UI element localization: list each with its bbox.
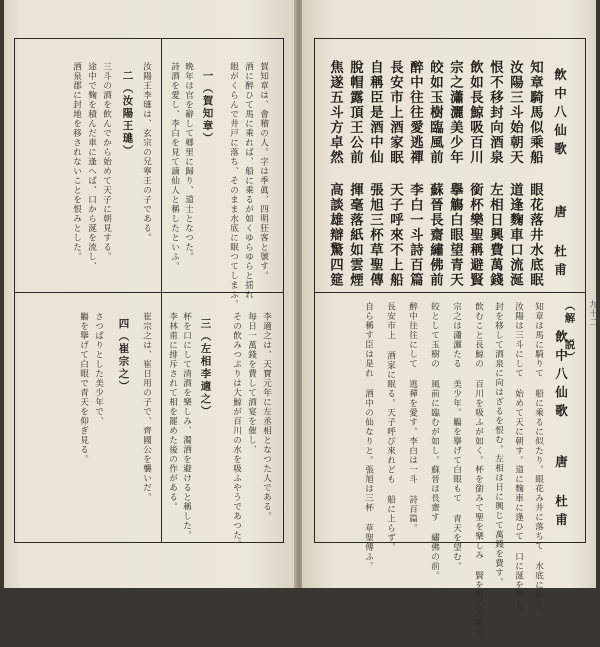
- section-4-note: 崔宗之は、崔日用の子で、齊國公を襲いだ。: [141, 312, 152, 502]
- section-1-note: 晩年は官を辭して郷里に歸り、道士となつた。: [183, 62, 194, 262]
- left-column-divider-bottom: [161, 292, 162, 543]
- left-page: [4, 0, 296, 588]
- section-3-note: その飲みつぷりは大鯨が百川の水を吸ふやうであつた。: [231, 312, 242, 550]
- poem-line: 脫帽露頂王公前 揮毫落紙如雲煙: [347, 60, 364, 288]
- annotation-line: 長安市上 酒家に眠る。天子呼び來れども 船に上らず。: [385, 302, 396, 552]
- annotation-line: 宗之は瀟灑たる 美少年。觴を擧げて白眼もて 青天を望む。: [451, 302, 462, 571]
- section-2-heading: 二（汝陽王璡）: [121, 70, 134, 158]
- section-4-note: 觴を擧げて白眼で青天を仰ぎ見る。: [78, 312, 89, 464]
- poem-line: 恨不移封向酒泉 左相日興費萬錢: [487, 60, 504, 288]
- section-4-heading: 四（崔宗之）: [117, 318, 130, 393]
- poem-line: 知章騎馬似乘船 眼花落井水底眠: [527, 60, 544, 288]
- right-page: [302, 0, 598, 647]
- section-4-note: さつぱりとした美少年で、: [93, 312, 104, 426]
- section-3-note: 杯を口にして清酒を樂しみ、濁酒を避けると稱した。: [181, 312, 192, 540]
- left-column-divider-top: [161, 38, 162, 292]
- section-2-note: 三斗の酒を飲んでから始めて天子に朝見する。: [101, 62, 112, 262]
- section-1-note: 賀知章は、會稽の人。字は季眞、四明狂客と號す。: [258, 62, 269, 281]
- annotation-line: 知章は馬に騎りて 船に乘るに似たり。眼花み井に落ちて 水底に眠る。: [533, 302, 544, 619]
- annotation-line: 封を移して酒泉に向はざるを恨む。左相は日に興じて萬錢を費す。: [493, 302, 504, 587]
- annotation-line: 汝陽は三斗にして 始めて天に朝す。道に麴車に逢ひて 口に涎を流し。: [513, 302, 524, 619]
- poem-line: 長安市上酒家眠 天子呼來不上船: [387, 60, 404, 288]
- annotation-line: 皎として玉樹の 風前に臨むが如し。蘇晉は長齋す 繡佛の前。: [429, 302, 440, 581]
- annotation-line: 自ら稱す臣は是れ 酒中の仙なりと。張旭は三杯 草聖傳ふ。: [363, 302, 374, 571]
- right-section-divider: [314, 292, 586, 293]
- annotation-label: （解 説）: [563, 300, 576, 364]
- section-3-note: 李適之は、天寶元年に左丞相となつた人である。: [261, 312, 272, 521]
- section-2-note: 酒泉郡に封地を移されないことを恨みとした。: [71, 62, 82, 262]
- poem-author: 唐 杜甫: [552, 205, 568, 282]
- section-1-note: 詩酒を愛し、李白を見て謫仙人と稱したといふ。: [169, 62, 180, 271]
- poem-title: 飲中八仙歌: [552, 68, 568, 161]
- poem-line: 皎如玉樹臨風前 蘇晉長齋繡佛前: [427, 60, 444, 288]
- section-2-note: 途中で麴を積んだ車に逢へば、口から涎を流し、: [86, 62, 97, 271]
- section-3-note: 毎日一萬錢を費して酒宴を催し、: [246, 312, 257, 455]
- annotation-line: 醉中往往にして 逃禪を愛す。李白は一斗 詩百篇。: [407, 302, 418, 533]
- poem-line: 焦遂五斗方卓然 高談雄辯驚四筵: [327, 60, 344, 288]
- poem-line: 汝陽三斗始朝天 道逢麴車口流涎: [507, 60, 524, 288]
- reading-author: 唐 杜甫: [553, 455, 569, 532]
- reading-title: 飲中八仙歌: [553, 330, 569, 423]
- section-1-heading: 一（賀知章）: [201, 70, 214, 145]
- section-3-note: 李林甫に排斥されて相を罷めた後の作がある。: [167, 312, 178, 512]
- poem-line: 醉中往往愛逃禪 李白一斗詩百篇: [407, 60, 424, 288]
- annotation-line: 飲むこと長鯨の 百川を吸ふが如く。杯を銜みて聖を樂しみ 賢を避くと稱す。: [473, 302, 484, 647]
- page-number: 九十二: [589, 300, 598, 327]
- poem-line: 飲如長鯨吸百川 銜杯樂聖稱避賢: [467, 60, 484, 288]
- section-2-note: 汝陽王李璡は、玄宗の兄寧王の子である。: [141, 62, 152, 243]
- section-1-note: 酒に醉ひて馬に乘れば、船に乘るが如くゆらゆらと揺れ: [243, 62, 254, 300]
- poem-line: 自稱臣是酒中仙 張旭三杯草聖傳: [367, 60, 384, 288]
- poem-line: 宗之瀟灑美少年 擧觴白眼望青天: [447, 60, 464, 288]
- section-1-note: 眼がくらんで井戸に落ち、そのまま水底に眠つてしまふ。: [228, 62, 239, 309]
- section-3-heading: 三（左相李適之）: [199, 318, 212, 418]
